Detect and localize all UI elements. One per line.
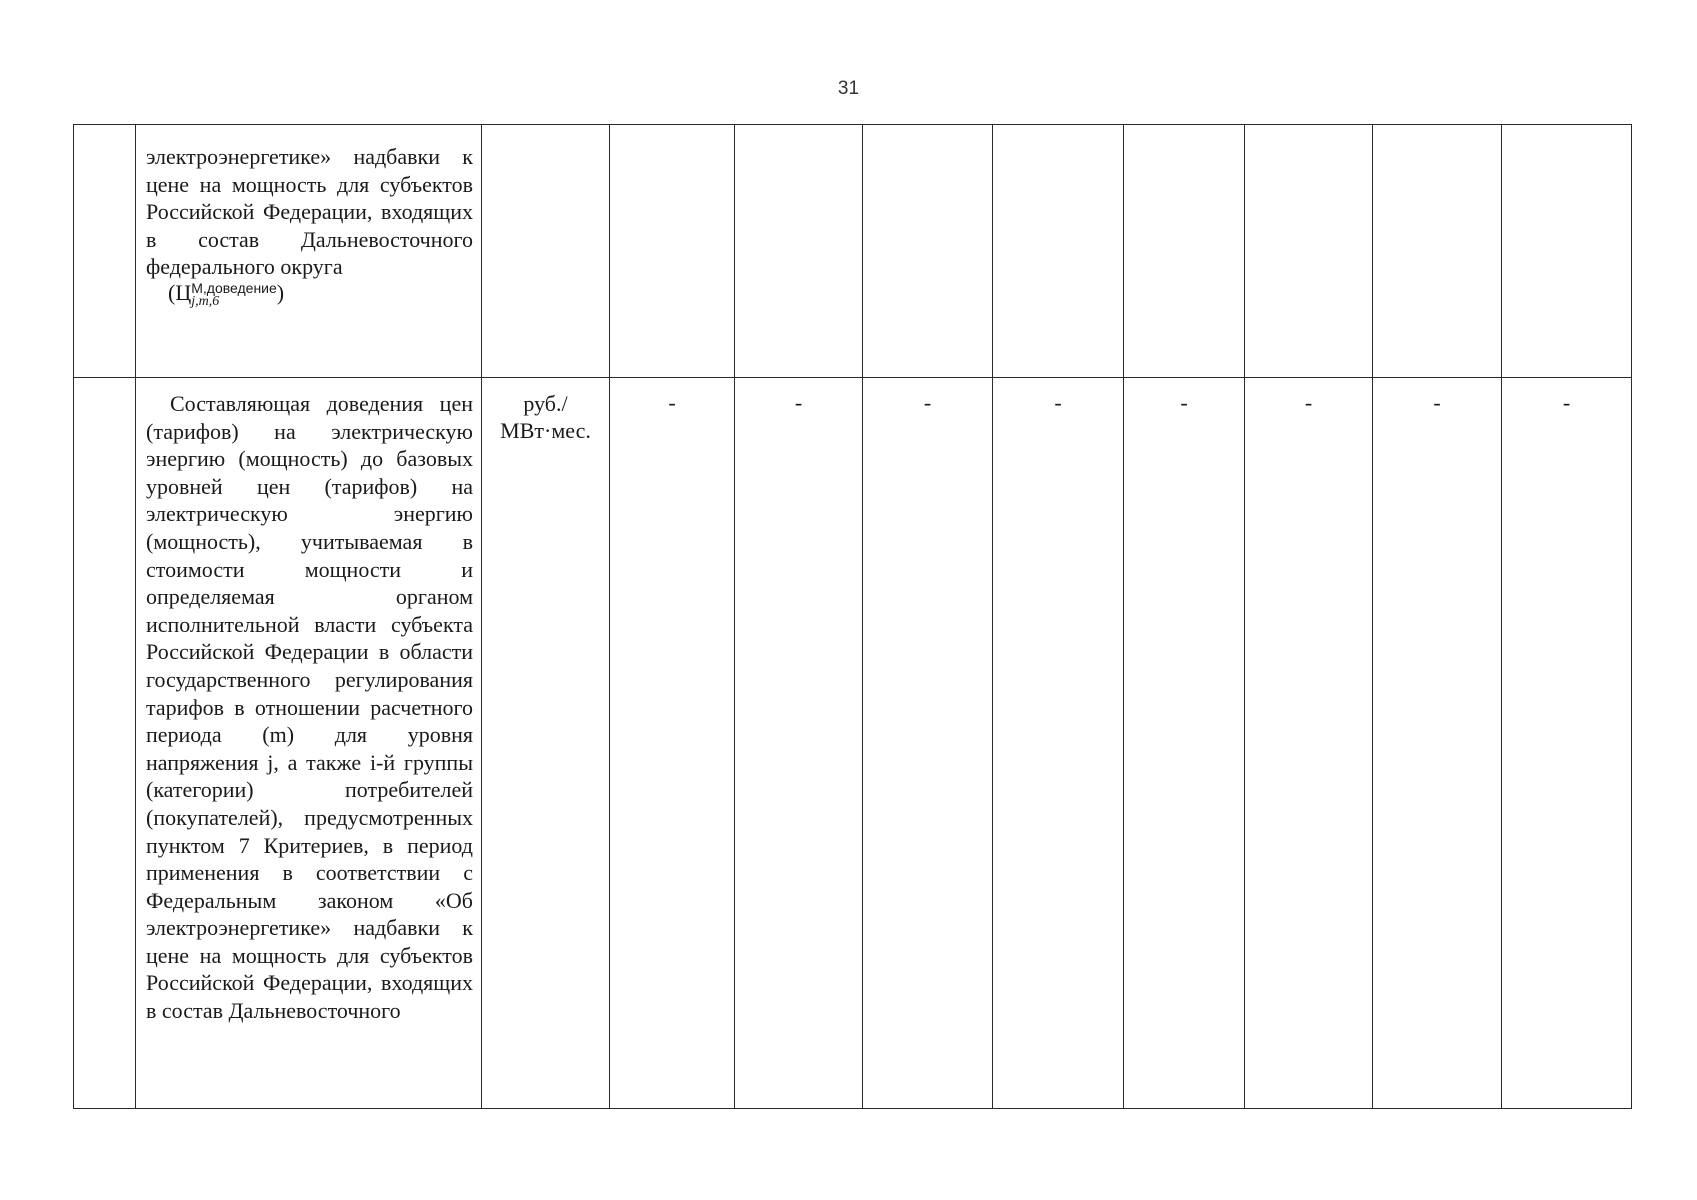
table-row [74, 125, 1632, 378]
value-cell: - [610, 378, 735, 1109]
value-cell: - [863, 378, 993, 1109]
value-cell [1245, 125, 1373, 378]
value-cell [1124, 125, 1245, 378]
value-cell: - [1124, 378, 1245, 1109]
value-cell: - [1245, 378, 1373, 1109]
formula-subscript: j,m,6 [191, 293, 220, 309]
row-description: электроэнергетике» надбавки к цене на мощность для субъектов Российской Федерации, входящих в состав Дальневосточного федерального округа [146, 144, 473, 280]
page-number: 31 [837, 78, 860, 99]
value-cell: - [1502, 378, 1632, 1109]
value-cell [993, 125, 1124, 378]
value-cell [610, 125, 735, 378]
value-cell [863, 125, 993, 378]
table-row [74, 378, 1632, 1109]
formula-symbol: (Ц М,доведение j,m,6 ) [168, 279, 285, 309]
row-number-cell [74, 378, 136, 1109]
value-cell: - [993, 378, 1124, 1109]
value-cell [1502, 125, 1632, 378]
value-cell [735, 125, 863, 378]
unit-cell: руб./ МВт·мес. [482, 378, 610, 1109]
row-description: Составляющая доведения цен (тарифов) на электрическую энергию (мощность) до базовых уровней цен (тарифов) на электрическую энергию (мощность), учитываемая в стоимости мощности и определяемая органом исполнительной власти субъекта Российской Федерации в области государственного регулирования тарифов в отношении расчетного периода (m) для уровня напряжения j, а также i-й группы (категории) потребителей (покупателей), предусмотренных пунктом 7 Критериев, в период применения в соответствии с Федеральным законом «Об электроэнергетике» надбавки к цене на мощность для субъектов Российской Федерации, входящих в состав Дальневосточного [146, 391, 473, 1024]
tariff-table [73, 124, 1632, 1109]
value-cell [1373, 125, 1502, 378]
row-number-cell [74, 125, 136, 378]
formula-superscript: М,доведение [191, 279, 277, 296]
value-cell: - [735, 378, 863, 1109]
description-cell [136, 378, 482, 1109]
unit-cell [482, 125, 610, 378]
description-cell [136, 125, 482, 378]
value-cell: - [1373, 378, 1502, 1109]
